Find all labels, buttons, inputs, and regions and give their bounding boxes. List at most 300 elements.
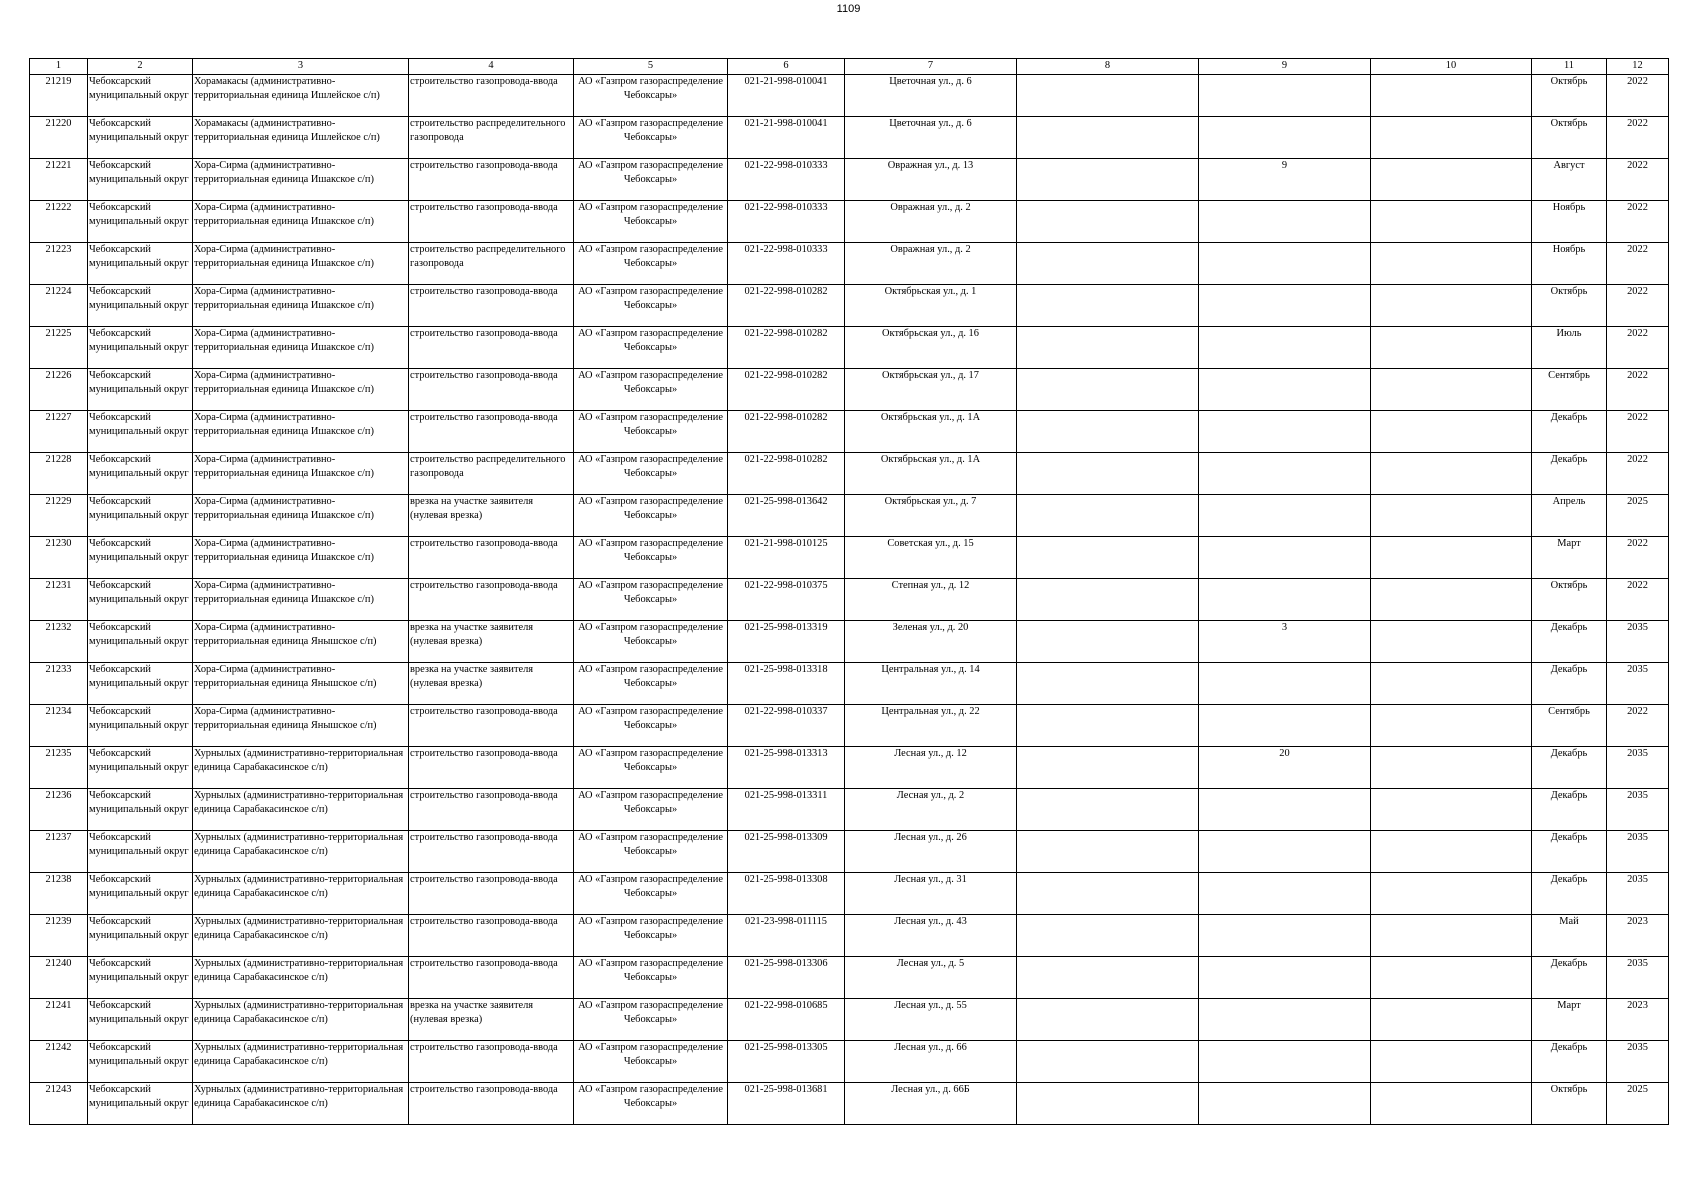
cell-settlement: Хора-Сирма (административно-территориальная единица Ишакское с/п): [193, 411, 409, 453]
cell-district: Чебоксарский муниципальный округ: [88, 957, 193, 999]
cell-application-number: 021-25-998-013306: [728, 957, 845, 999]
cell-organization: АО «Газпром газораспределение Чебоксары»: [574, 537, 728, 579]
cell-month: Декабрь: [1532, 831, 1607, 873]
cell-year: 2023: [1607, 915, 1669, 957]
cell-organization: АО «Газпром газораспределение Чебоксары»: [574, 201, 728, 243]
cell-application-number: 021-22-998-010282: [728, 327, 845, 369]
cell-col-9: 3: [1199, 621, 1371, 663]
cell-col-9: [1199, 411, 1371, 453]
cell-work-type: строительство газопровода-ввода: [409, 201, 574, 243]
cell-col-8: [1017, 453, 1199, 495]
cell-col-9: [1199, 579, 1371, 621]
cell-month: Апрель: [1532, 495, 1607, 537]
cell-row-number: 21230: [30, 537, 88, 579]
cell-col-8: [1017, 1083, 1199, 1125]
table-row: [30, 705, 1669, 747]
column-header-12: 12: [1607, 59, 1669, 75]
cell-col-10: [1371, 537, 1532, 579]
cell-work-type: врезка на участке заявителя (нулевая врезка): [409, 663, 574, 705]
cell-col-8: [1017, 957, 1199, 999]
table-row: [30, 873, 1669, 915]
cell-col-9: [1199, 1041, 1371, 1083]
cell-col-8: [1017, 159, 1199, 201]
cell-col-10: [1371, 495, 1532, 537]
cell-application-number: 021-22-998-010282: [728, 369, 845, 411]
cell-work-type: строительство газопровода-ввода: [409, 159, 574, 201]
cell-col-9: [1199, 999, 1371, 1041]
table-row: [30, 915, 1669, 957]
cell-year: 2035: [1607, 957, 1669, 999]
cell-row-number: 21227: [30, 411, 88, 453]
cell-address: Октябрьская ул., д. 16: [845, 327, 1017, 369]
cell-col-8: [1017, 285, 1199, 327]
cell-settlement: Хора-Сирма (административно-территориальная единица Ишакское с/п): [193, 369, 409, 411]
cell-month: Декабрь: [1532, 663, 1607, 705]
cell-row-number: 21233: [30, 663, 88, 705]
table-row: [30, 1083, 1669, 1125]
cell-organization: АО «Газпром газораспределение Чебоксары»: [574, 75, 728, 117]
cell-year: 2022: [1607, 453, 1669, 495]
cell-address: Овражная ул., д. 2: [845, 243, 1017, 285]
cell-col-10: [1371, 621, 1532, 663]
cell-month: Октябрь: [1532, 1083, 1607, 1125]
cell-address: Лесная ул., д. 31: [845, 873, 1017, 915]
cell-row-number: 21238: [30, 873, 88, 915]
cell-address: Лесная ул., д. 43: [845, 915, 1017, 957]
cell-col-8: [1017, 789, 1199, 831]
cell-row-number: 21232: [30, 621, 88, 663]
cell-organization: АО «Газпром газораспределение Чебоксары»: [574, 999, 728, 1041]
cell-row-number: 21221: [30, 159, 88, 201]
cell-year: 2022: [1607, 75, 1669, 117]
cell-application-number: 021-22-998-010282: [728, 453, 845, 495]
cell-work-type: строительство газопровода-ввода: [409, 537, 574, 579]
cell-district: Чебоксарский муниципальный округ: [88, 201, 193, 243]
cell-application-number: 021-25-998-013642: [728, 495, 845, 537]
table-row: [30, 1041, 1669, 1083]
cell-year: 2035: [1607, 663, 1669, 705]
cell-district: Чебоксарский муниципальный округ: [88, 285, 193, 327]
cell-work-type: строительство газопровода-ввода: [409, 957, 574, 999]
cell-year: 2035: [1607, 873, 1669, 915]
cell-settlement: Хурнылых (административно-территориальная единица Сарабакасинское с/п): [193, 915, 409, 957]
cell-month: Сентябрь: [1532, 705, 1607, 747]
cell-year: 2022: [1607, 579, 1669, 621]
cell-month: Декабрь: [1532, 411, 1607, 453]
cell-row-number: 21237: [30, 831, 88, 873]
table-row: [30, 831, 1669, 873]
cell-settlement: Хора-Сирма (административно-территориальная единица Ишакское с/п): [193, 285, 409, 327]
cell-year: 2022: [1607, 537, 1669, 579]
table-row: [30, 537, 1669, 579]
cell-col-8: [1017, 1041, 1199, 1083]
cell-address: Лесная ул., д. 2: [845, 789, 1017, 831]
cell-row-number: 21242: [30, 1041, 88, 1083]
cell-settlement: Хурнылых (административно-территориальная единица Сарабакасинское с/п): [193, 747, 409, 789]
cell-year: 2035: [1607, 621, 1669, 663]
cell-col-9: [1199, 495, 1371, 537]
cell-month: Декабрь: [1532, 873, 1607, 915]
column-header-9: 9: [1199, 59, 1371, 75]
cell-col-9: [1199, 957, 1371, 999]
cell-col-10: [1371, 747, 1532, 789]
column-header-8: 8: [1017, 59, 1199, 75]
cell-col-10: [1371, 579, 1532, 621]
column-header-11: 11: [1532, 59, 1607, 75]
cell-organization: АО «Газпром газораспределение Чебоксары»: [574, 243, 728, 285]
cell-col-8: [1017, 411, 1199, 453]
cell-year: 2022: [1607, 159, 1669, 201]
cell-work-type: строительство газопровода-ввода: [409, 285, 574, 327]
cell-month: Декабрь: [1532, 789, 1607, 831]
cell-row-number: 21226: [30, 369, 88, 411]
cell-row-number: 21229: [30, 495, 88, 537]
cell-work-type: строительство газопровода-ввода: [409, 747, 574, 789]
cell-district: Чебоксарский муниципальный округ: [88, 873, 193, 915]
cell-col-9: [1199, 663, 1371, 705]
cell-col-10: [1371, 117, 1532, 159]
cell-year: 2035: [1607, 831, 1669, 873]
cell-col-8: [1017, 327, 1199, 369]
header-row: [30, 59, 1669, 75]
cell-row-number: 21223: [30, 243, 88, 285]
cell-settlement: Хурнылых (административно-территориальная единица Сарабакасинское с/п): [193, 999, 409, 1041]
cell-month: Октябрь: [1532, 579, 1607, 621]
cell-col-8: [1017, 621, 1199, 663]
table-row: [30, 327, 1669, 369]
cell-work-type: врезка на участке заявителя (нулевая врезка): [409, 999, 574, 1041]
cell-work-type: врезка на участке заявителя (нулевая врезка): [409, 495, 574, 537]
cell-col-9: 20: [1199, 747, 1371, 789]
table-row: [30, 579, 1669, 621]
cell-organization: АО «Газпром газораспределение Чебоксары»: [574, 1041, 728, 1083]
cell-col-10: [1371, 999, 1532, 1041]
column-header-1: 1: [30, 59, 88, 75]
cell-month: Декабрь: [1532, 747, 1607, 789]
table-row: [30, 789, 1669, 831]
cell-col-9: [1199, 1083, 1371, 1125]
cell-col-9: [1199, 705, 1371, 747]
cell-address: Октябрьская ул., д. 1А: [845, 453, 1017, 495]
cell-row-number: 21225: [30, 327, 88, 369]
cell-year: 2022: [1607, 327, 1669, 369]
cell-settlement: Хора-Сирма (административно-территориальная единица Янышское с/п): [193, 621, 409, 663]
cell-row-number: 21234: [30, 705, 88, 747]
cell-address: Лесная ул., д. 66: [845, 1041, 1017, 1083]
cell-col-10: [1371, 1083, 1532, 1125]
cell-settlement: Хора-Сирма (административно-территориальная единица Ишакское с/п): [193, 537, 409, 579]
cell-col-9: [1199, 75, 1371, 117]
cell-year: 2022: [1607, 117, 1669, 159]
cell-settlement: Хора-Сирма (административно-территориальная единица Ишакское с/п): [193, 579, 409, 621]
table-row: [30, 495, 1669, 537]
cell-work-type: строительство газопровода-ввода: [409, 705, 574, 747]
cell-address: Октябрьская ул., д. 7: [845, 495, 1017, 537]
cell-address: Зеленая ул., д. 20: [845, 621, 1017, 663]
cell-organization: АО «Газпром газораспределение Чебоксары»: [574, 411, 728, 453]
cell-month: Март: [1532, 537, 1607, 579]
cell-work-type: строительство газопровода-ввода: [409, 75, 574, 117]
cell-district: Чебоксарский муниципальный округ: [88, 495, 193, 537]
cell-address: Центральная ул., д. 22: [845, 705, 1017, 747]
cell-district: Чебоксарский муниципальный округ: [88, 537, 193, 579]
cell-year: 2022: [1607, 369, 1669, 411]
cell-col-8: [1017, 75, 1199, 117]
table-row: [30, 957, 1669, 999]
cell-organization: АО «Газпром газораспределение Чебоксары»: [574, 789, 728, 831]
table-row: [30, 411, 1669, 453]
cell-address: Цветочная ул., д. 6: [845, 75, 1017, 117]
cell-col-8: [1017, 831, 1199, 873]
cell-work-type: строительство газопровода-ввода: [409, 1083, 574, 1125]
gas-connection-table: [29, 58, 1669, 1125]
cell-district: Чебоксарский муниципальный округ: [88, 411, 193, 453]
table-row: [30, 75, 1669, 117]
cell-col-9: [1199, 873, 1371, 915]
cell-organization: АО «Газпром газораспределение Чебоксары»: [574, 747, 728, 789]
cell-month: Октябрь: [1532, 117, 1607, 159]
cell-col-10: [1371, 453, 1532, 495]
cell-col-8: [1017, 915, 1199, 957]
cell-settlement: Хора-Сирма (административно-территориальная единица Янышское с/п): [193, 663, 409, 705]
column-header-5: 5: [574, 59, 728, 75]
cell-year: 2022: [1607, 705, 1669, 747]
cell-application-number: 021-25-998-013313: [728, 747, 845, 789]
cell-row-number: 21224: [30, 285, 88, 327]
cell-address: Лесная ул., д. 55: [845, 999, 1017, 1041]
cell-col-10: [1371, 831, 1532, 873]
cell-col-10: [1371, 705, 1532, 747]
cell-col-8: [1017, 201, 1199, 243]
cell-organization: АО «Газпром газораспределение Чебоксары»: [574, 873, 728, 915]
cell-year: 2022: [1607, 243, 1669, 285]
table-row: [30, 453, 1669, 495]
cell-address: Октябрьская ул., д. 1: [845, 285, 1017, 327]
cell-year: 2023: [1607, 999, 1669, 1041]
column-header-6: 6: [728, 59, 845, 75]
cell-col-10: [1371, 789, 1532, 831]
cell-row-number: 21219: [30, 75, 88, 117]
cell-application-number: 021-25-998-013681: [728, 1083, 845, 1125]
cell-col-8: [1017, 579, 1199, 621]
table-row: [30, 663, 1669, 705]
cell-month: Ноябрь: [1532, 243, 1607, 285]
cell-col-10: [1371, 285, 1532, 327]
cell-col-9: [1199, 915, 1371, 957]
cell-settlement: Хурнылых (административно-территориальная единица Сарабакасинское с/п): [193, 957, 409, 999]
cell-col-9: [1199, 201, 1371, 243]
table-row: [30, 117, 1669, 159]
cell-col-9: [1199, 453, 1371, 495]
cell-district: Чебоксарский муниципальный округ: [88, 789, 193, 831]
cell-year: 2022: [1607, 285, 1669, 327]
cell-col-10: [1371, 243, 1532, 285]
cell-application-number: 021-22-998-010337: [728, 705, 845, 747]
cell-month: Март: [1532, 999, 1607, 1041]
column-header-4: 4: [409, 59, 574, 75]
cell-district: Чебоксарский муниципальный округ: [88, 747, 193, 789]
cell-month: Сентябрь: [1532, 369, 1607, 411]
cell-application-number: 021-25-998-013305: [728, 1041, 845, 1083]
cell-address: Лесная ул., д. 66Б: [845, 1083, 1017, 1125]
cell-col-10: [1371, 957, 1532, 999]
cell-col-8: [1017, 243, 1199, 285]
cell-work-type: строительство газопровода-ввода: [409, 579, 574, 621]
cell-organization: АО «Газпром газораспределение Чебоксары»: [574, 579, 728, 621]
cell-address: Лесная ул., д. 12: [845, 747, 1017, 789]
cell-address: Октябрьская ул., д. 1А: [845, 411, 1017, 453]
table-header: [30, 59, 1669, 75]
cell-row-number: 21231: [30, 579, 88, 621]
cell-application-number: 021-22-998-010333: [728, 159, 845, 201]
cell-district: Чебоксарский муниципальный округ: [88, 117, 193, 159]
cell-district: Чебоксарский муниципальный округ: [88, 327, 193, 369]
cell-organization: АО «Газпром газораспределение Чебоксары»: [574, 1083, 728, 1125]
cell-col-8: [1017, 999, 1199, 1041]
cell-address: Лесная ул., д. 5: [845, 957, 1017, 999]
cell-district: Чебоксарский муниципальный округ: [88, 621, 193, 663]
table-row: [30, 999, 1669, 1041]
cell-district: Чебоксарский муниципальный округ: [88, 831, 193, 873]
cell-month: Октябрь: [1532, 285, 1607, 327]
cell-col-9: [1199, 117, 1371, 159]
cell-application-number: 021-25-998-013319: [728, 621, 845, 663]
column-header-7: 7: [845, 59, 1017, 75]
cell-month: Декабрь: [1532, 453, 1607, 495]
cell-address: Овражная ул., д. 2: [845, 201, 1017, 243]
cell-address: Цветочная ул., д. 6: [845, 117, 1017, 159]
cell-row-number: 21235: [30, 747, 88, 789]
cell-organization: АО «Газпром газораспределение Чебоксары»: [574, 369, 728, 411]
cell-organization: АО «Газпром газораспределение Чебоксары»: [574, 159, 728, 201]
cell-application-number: 021-25-998-013318: [728, 663, 845, 705]
cell-organization: АО «Газпром газораспределение Чебоксары»: [574, 285, 728, 327]
cell-row-number: 21236: [30, 789, 88, 831]
cell-settlement: Хора-Сирма (административно-территориальная единица Ишакское с/п): [193, 327, 409, 369]
table-body: [30, 75, 1669, 1125]
cell-col-10: [1371, 369, 1532, 411]
cell-row-number: 21222: [30, 201, 88, 243]
cell-organization: АО «Газпром газораспределение Чебоксары»: [574, 327, 728, 369]
cell-settlement: Хурнылых (административно-территориальная единица Сарабакасинское с/п): [193, 1083, 409, 1125]
cell-address: Овражная ул., д. 13: [845, 159, 1017, 201]
cell-month: Декабрь: [1532, 1041, 1607, 1083]
column-header-10: 10: [1371, 59, 1532, 75]
cell-district: Чебоксарский муниципальный округ: [88, 579, 193, 621]
cell-settlement: Хора-Сирма (административно-территориальная единица Ишакское с/п): [193, 243, 409, 285]
cell-work-type: строительство распределительного газопровода: [409, 243, 574, 285]
cell-organization: АО «Газпром газораспределение Чебоксары»: [574, 831, 728, 873]
cell-settlement: Хурнылых (административно-территориальная единица Сарабакасинское с/п): [193, 873, 409, 915]
cell-year: 2025: [1607, 1083, 1669, 1125]
cell-district: Чебоксарский муниципальный округ: [88, 999, 193, 1041]
cell-col-8: [1017, 705, 1199, 747]
cell-work-type: строительство распределительного газопровода: [409, 117, 574, 159]
cell-year: 2035: [1607, 747, 1669, 789]
cell-work-type: строительство газопровода-ввода: [409, 915, 574, 957]
cell-district: Чебоксарский муниципальный округ: [88, 159, 193, 201]
table-row: [30, 369, 1669, 411]
cell-district: Чебоксарский муниципальный округ: [88, 1041, 193, 1083]
cell-col-10: [1371, 159, 1532, 201]
cell-col-8: [1017, 747, 1199, 789]
cell-application-number: 021-25-998-013311: [728, 789, 845, 831]
cell-col-10: [1371, 411, 1532, 453]
cell-work-type: строительство газопровода-ввода: [409, 789, 574, 831]
cell-year: 2035: [1607, 1041, 1669, 1083]
cell-col-9: 9: [1199, 159, 1371, 201]
cell-organization: АО «Газпром газораспределение Чебоксары»: [574, 663, 728, 705]
cell-row-number: 21243: [30, 1083, 88, 1125]
cell-application-number: 021-23-998-011115: [728, 915, 845, 957]
cell-row-number: 21240: [30, 957, 88, 999]
cell-year: 2022: [1607, 411, 1669, 453]
cell-district: Чебоксарский муниципальный округ: [88, 369, 193, 411]
cell-address: Лесная ул., д. 26: [845, 831, 1017, 873]
cell-application-number: 021-25-998-013308: [728, 873, 845, 915]
cell-district: Чебоксарский муниципальный округ: [88, 75, 193, 117]
cell-application-number: 021-22-998-010685: [728, 999, 845, 1041]
table-row: [30, 243, 1669, 285]
cell-col-9: [1199, 243, 1371, 285]
table-row: [30, 747, 1669, 789]
cell-settlement: Хора-Сирма (административно-территориальная единица Ишакское с/п): [193, 495, 409, 537]
cell-col-9: [1199, 285, 1371, 327]
cell-organization: АО «Газпром газораспределение Чебоксары»: [574, 915, 728, 957]
cell-district: Чебоксарский муниципальный округ: [88, 243, 193, 285]
cell-settlement: Хорамакасы (административно-территориальная единица Ишлейское с/п): [193, 75, 409, 117]
cell-organization: АО «Газпром газораспределение Чебоксары»: [574, 705, 728, 747]
table-row: [30, 285, 1669, 327]
cell-address: Центральная ул., д. 14: [845, 663, 1017, 705]
cell-col-8: [1017, 369, 1199, 411]
table-row: [30, 201, 1669, 243]
cell-col-10: [1371, 201, 1532, 243]
cell-work-type: строительство распределительного газопровода: [409, 453, 574, 495]
cell-row-number: 21239: [30, 915, 88, 957]
cell-col-10: [1371, 75, 1532, 117]
cell-settlement: Хурнылых (административно-территориальная единица Сарабакасинское с/п): [193, 789, 409, 831]
cell-col-8: [1017, 117, 1199, 159]
cell-work-type: строительство газопровода-ввода: [409, 411, 574, 453]
cell-month: Октябрь: [1532, 75, 1607, 117]
cell-application-number: 021-22-998-010375: [728, 579, 845, 621]
cell-col-8: [1017, 663, 1199, 705]
cell-organization: АО «Газпром газораспределение Чебоксары»: [574, 117, 728, 159]
cell-work-type: строительство газопровода-ввода: [409, 873, 574, 915]
column-header-2: 2: [88, 59, 193, 75]
cell-address: Советская ул., д. 15: [845, 537, 1017, 579]
cell-settlement: Хора-Сирма (административно-территориальная единица Ишакское с/п): [193, 159, 409, 201]
cell-organization: АО «Газпром газораспределение Чебоксары»: [574, 453, 728, 495]
cell-col-10: [1371, 327, 1532, 369]
cell-organization: АО «Газпром газораспределение Чебоксары»: [574, 957, 728, 999]
cell-address: Октябрьская ул., д. 17: [845, 369, 1017, 411]
cell-month: Декабрь: [1532, 957, 1607, 999]
cell-settlement: Хора-Сирма (административно-территориальная единица Ишакское с/п): [193, 453, 409, 495]
cell-month: Май: [1532, 915, 1607, 957]
cell-district: Чебоксарский муниципальный округ: [88, 1083, 193, 1125]
cell-work-type: строительство газопровода-ввода: [409, 327, 574, 369]
cell-col-9: [1199, 369, 1371, 411]
cell-application-number: 021-22-998-010282: [728, 285, 845, 327]
cell-row-number: 21228: [30, 453, 88, 495]
cell-application-number: 021-21-998-010041: [728, 117, 845, 159]
cell-col-10: [1371, 1041, 1532, 1083]
cell-application-number: 021-21-998-010125: [728, 537, 845, 579]
cell-organization: АО «Газпром газораспределение Чебоксары»: [574, 495, 728, 537]
table-row: [30, 621, 1669, 663]
